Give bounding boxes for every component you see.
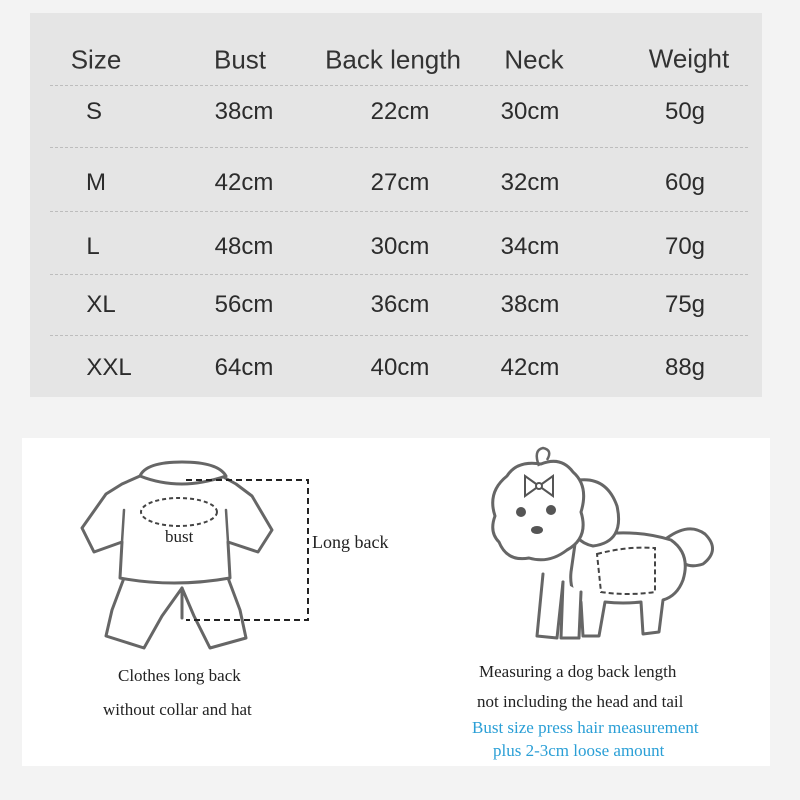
header-back-length: Back length [325,44,461,75]
dog-caption-line1: Measuring a dog back length [479,662,677,681]
cell-bust: 42cm [214,169,274,196]
cell-bust: 64cm [214,354,274,381]
cell-back-length: 27cm [370,169,430,196]
cell-weight: 60g [664,169,706,196]
size-table [30,13,762,397]
cell-back-length: 36cm [370,291,430,318]
dog-caption-line2: not including the head and tail [477,692,684,711]
cell-weight: 70g [664,233,706,260]
bust-note-line2: plus 2-3cm loose amount [493,741,665,760]
header-bust: Bust [213,44,267,75]
clothes-caption-line2: without collar and hat [103,700,252,719]
row-divider [50,274,748,275]
cell-bust: 38cm [214,98,274,125]
clothes-illustration [22,438,342,658]
clothes-caption-line1: Clothes long back [118,666,241,685]
header-size: Size [70,44,122,75]
cell-size: S [85,98,103,125]
row-divider [50,85,748,86]
cell-bust: 56cm [214,291,274,318]
cell-weight: 50g [664,98,706,125]
long-back-label: Long back [312,532,389,552]
cell-back-length: 22cm [370,98,430,125]
cell-size: XL [86,291,116,318]
cell-size: M [86,169,106,196]
cell-weight: 88g [664,354,706,381]
cell-weight: 75g [664,291,706,318]
cell-neck: 34cm [500,233,560,260]
cell-neck: 30cm [500,98,560,125]
cell-neck: 32cm [500,169,560,196]
header-neck: Neck [504,44,564,75]
cell-back-length: 40cm [370,354,430,381]
row-divider [50,147,748,148]
cell-size: XXL [86,354,132,381]
row-divider [50,335,748,336]
header-weight: Weight [648,43,730,74]
measurement-diagram-panel [22,438,770,766]
row-divider [50,211,748,212]
cell-neck: 38cm [500,291,560,318]
cell-bust: 48cm [214,233,274,260]
bust-label: bust [165,527,194,546]
cell-neck: 42cm [500,354,560,381]
cell-size: L [86,233,100,260]
cell-back-length: 30cm [370,233,430,260]
bust-note-line1: Bust size press hair measurement [472,718,699,737]
dog-illustration [477,442,737,652]
